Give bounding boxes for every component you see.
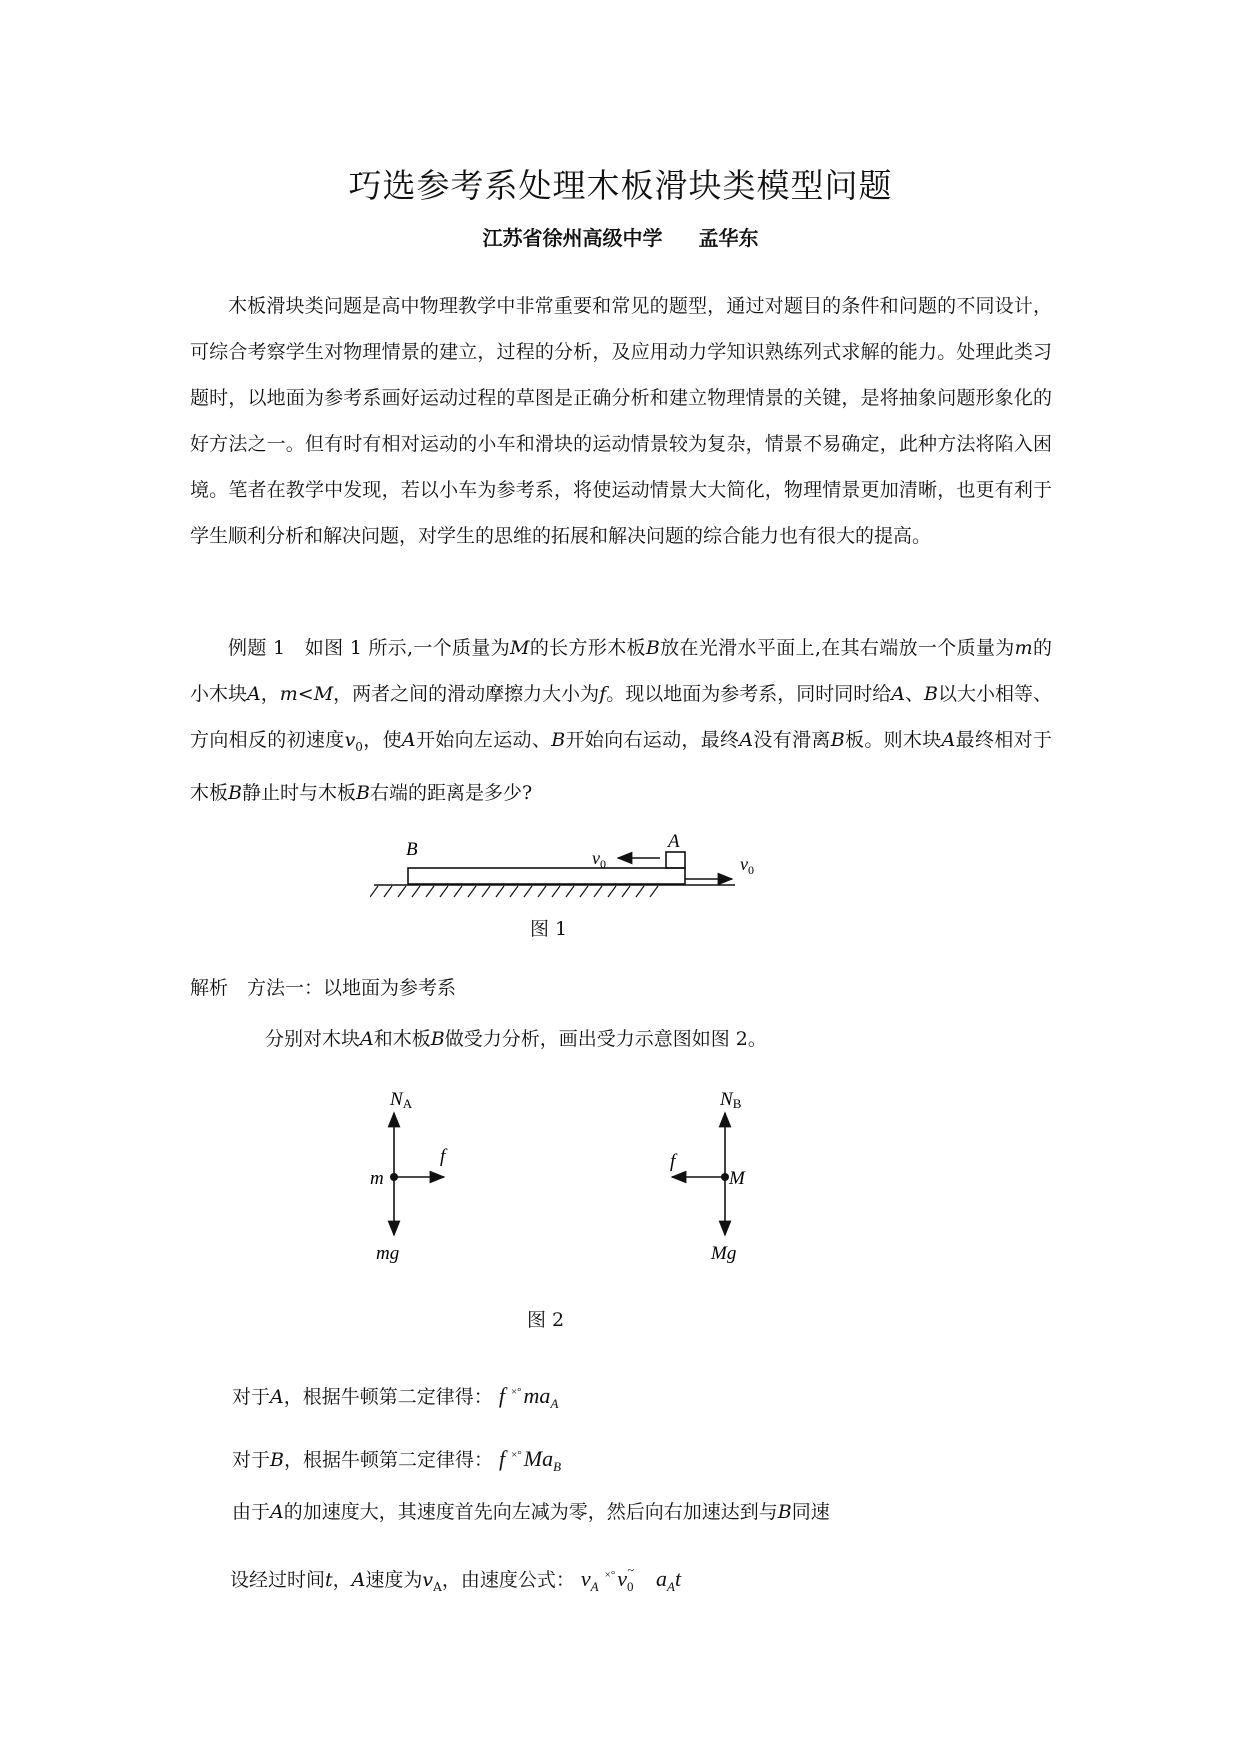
block-a xyxy=(666,852,685,868)
solution-line-1: 分别对木块A和木板B做受力分析，画出受力示意图如图 2。 xyxy=(265,1028,767,1050)
figure-1-caption: 图 1 xyxy=(530,918,568,940)
label-f-left: f xyxy=(440,1146,446,1167)
label-v0-left: $v_0$ xyxy=(592,848,606,871)
solution-heading: 解析 方法一：以地面为参考系 xyxy=(190,977,457,999)
figure-1-diagram xyxy=(370,825,770,905)
label-v0-right: $v_0$ xyxy=(740,854,754,877)
label-na: NA xyxy=(390,1089,413,1111)
example-paragraph: 例题 1 如图 1 所示,一个质量为M的长方形木板B放在光滑水平面上,在其右端放一个质量为m的小木块A，m<M，两者之间的滑动摩擦力大小为f。现以地面为参考系，同时同时给A、B以大小相等、方向相反的初速度$v_0$，使A开始向左运动、B开始向右运动，最终A没有滑离B板。则木块A最终相对于木板B静止时与木板B右端的距离是多少? xyxy=(190,637,1052,804)
label-m: m xyxy=(370,1168,384,1189)
figure-2-caption: 图 2 xyxy=(527,1309,565,1331)
label-Mg: Mg xyxy=(711,1243,737,1264)
intro-paragraph: 木板滑块类问题是高中物理教学中非常重要和常见的题型，通过对题目的条件和问题的不同设计，可综合考察学生对物理情景的建立，过程的分析，及应用动力学知识熟练列式求解的能力。处理此类习题时，以地面为参考系画好运动过程的草图是正确分析和建立物理情景的关键，是将抽象问题形象化的好方法之一。但有时有相对运动的小车和滑块的运动情景较为复杂，情景不易确定，此种方法将陷入困境。笔者在教学中发现，若以小车为参考系，将使运动情景大大简化，物理情景更加清晰，也更有利于学生顺利分析和解决问题，对学生的思维的拓展和解决问题的综合能力也有很大的提高。 xyxy=(190,295,1052,547)
equation-b: 对于B，根据牛顿第二定律得： f $^{\times^\circ}Ma_B$ xyxy=(232,1446,562,1474)
plank-b xyxy=(408,868,685,884)
point-m xyxy=(390,1173,398,1181)
text-velocity-formula: 设经过时间t，A速度为$v_A$，由速度公式： $v_A^{\times^\circ}v_0^\sim$ $a_At$ xyxy=(230,1563,682,1594)
author-school: 江苏省徐州高级中学 xyxy=(482,226,663,250)
label-a: A xyxy=(668,831,680,852)
text-speed-reason: 由于A的加速度大，其速度首先向左减为零，然后向右加速达到与B同速 xyxy=(232,1501,830,1523)
label-M: M xyxy=(729,1168,745,1189)
label-b: B xyxy=(406,839,418,860)
author-name: 孟华东 xyxy=(698,226,759,250)
label-nb: NB xyxy=(720,1089,742,1111)
page-title: 巧选参考系处理木板滑块类模型问题 xyxy=(348,166,893,205)
label-mg: mg xyxy=(376,1243,400,1264)
label-f-right: f xyxy=(670,1151,676,1172)
figure-2-diagram xyxy=(360,1085,790,1275)
author-line xyxy=(0,222,1241,251)
equation-a: 对于A，根据牛顿第二定律得： f $^{\times^\circ}ma_A$ xyxy=(232,1383,559,1411)
point-M xyxy=(721,1173,729,1181)
